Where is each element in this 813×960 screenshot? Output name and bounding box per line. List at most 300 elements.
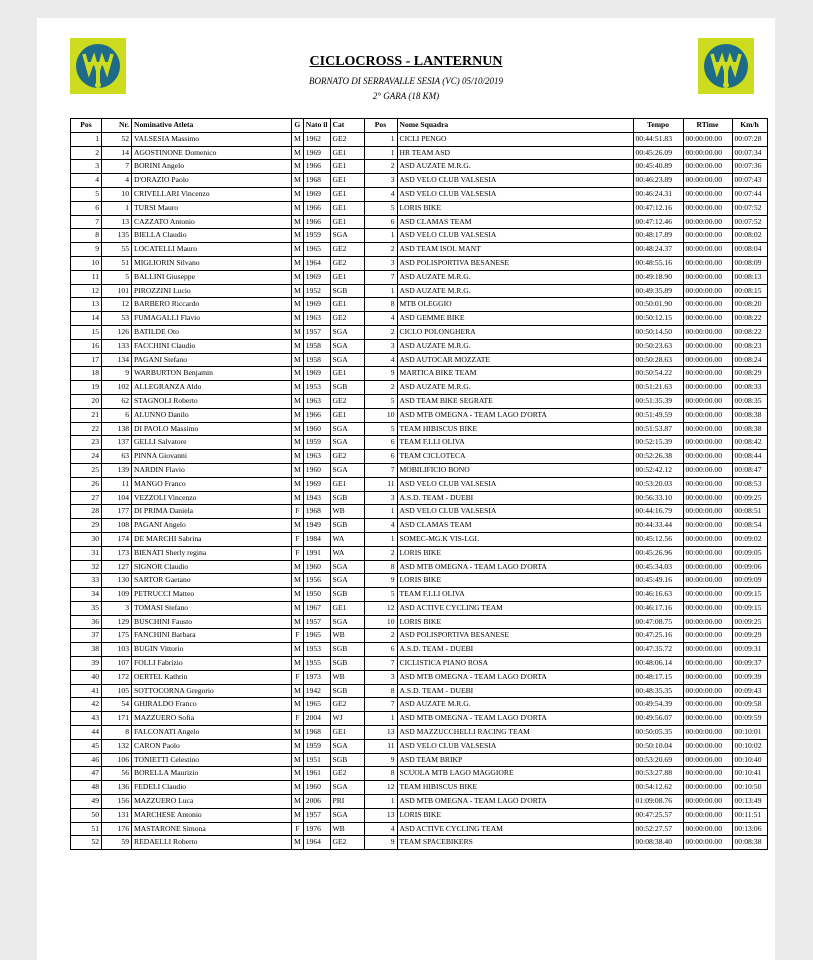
cell-athlete: WARBURTON Benjamin — [132, 367, 292, 381]
cell-kmh: 00:11:51 — [732, 808, 767, 822]
cell-pos: 9 — [71, 243, 102, 257]
cell-nr: 106 — [102, 753, 132, 767]
cell-time: 00:47:25.57 — [633, 808, 683, 822]
cell-kmh: 00:07:52 — [732, 201, 767, 215]
cell-rtime: 00:00:00.00 — [683, 808, 732, 822]
cell-rtime: 00:00:00.00 — [683, 560, 732, 574]
cell-gender: M — [292, 588, 304, 602]
cell-team: TEAM SPACEBIKERS — [397, 836, 633, 850]
cell-athlete: BUGIN Vittorio — [132, 643, 292, 657]
cell-pos: 13 — [71, 298, 102, 312]
cell-gender: M — [292, 781, 304, 795]
cell-cat-pos: 7 — [364, 698, 397, 712]
cell-pos: 31 — [71, 546, 102, 560]
cell-cat-pos: 12 — [364, 781, 397, 795]
cell-athlete: STAGNOLI Roberto — [132, 394, 292, 408]
table-row — [71, 808, 768, 822]
cell-gender: M — [292, 394, 304, 408]
cell-rtime: 00:00:00.00 — [683, 353, 732, 367]
cell-rtime: 00:00:00.00 — [683, 670, 732, 684]
cell-team: ASD AUZATE M.R.G. — [397, 284, 633, 298]
cell-cat-pos: 2 — [364, 381, 397, 395]
cell-nr: 104 — [102, 491, 132, 505]
cell-athlete: FUMAGALLI Flavio — [132, 312, 292, 326]
cell-kmh: 00:09:15 — [732, 588, 767, 602]
table-row — [71, 394, 768, 408]
cell-athlete: FOLLI Fabrizio — [132, 657, 292, 671]
table-row — [71, 256, 768, 270]
table-row — [71, 463, 768, 477]
cell-kmh: 00:08:47 — [732, 463, 767, 477]
cell-kmh: 00:13:49 — [732, 795, 767, 809]
cell-time: 00:52:15.39 — [633, 436, 683, 450]
cell-cat-pos: 1 — [364, 505, 397, 519]
cell-team: SOMEC-MG.K VIS-LGL — [397, 532, 633, 546]
cell-pos: 12 — [71, 284, 102, 298]
cell-kmh: 00:08:13 — [732, 270, 767, 284]
cell-cat: SGB — [330, 588, 364, 602]
cell-gender: M — [292, 243, 304, 257]
cell-team: TEAM F.LLI OLIVA — [397, 588, 633, 602]
cell-team: ASD MAZZUCCHELLI RACING TEAM — [397, 726, 633, 740]
cell-pos: 45 — [71, 739, 102, 753]
cell-kmh: 00:13:06 — [732, 822, 767, 836]
cell-cat: GE1 — [330, 201, 364, 215]
cell-cat-pos: 3 — [364, 491, 397, 505]
cell-born: 1967 — [303, 601, 330, 615]
cell-gender: F — [292, 532, 304, 546]
cell-kmh: 00:08:20 — [732, 298, 767, 312]
table-row — [71, 243, 768, 257]
cell-nr: 101 — [102, 284, 132, 298]
col-header-team: Nome Squadra — [397, 119, 633, 133]
cell-gender: M — [292, 601, 304, 615]
cell-kmh: 00:08:35 — [732, 394, 767, 408]
cell-cat-pos: 10 — [364, 615, 397, 629]
cell-born: 1958 — [303, 353, 330, 367]
cell-pos: 41 — [71, 684, 102, 698]
cell-nr: 171 — [102, 712, 132, 726]
cell-cat: PRI — [330, 795, 364, 809]
cell-kmh: 00:09:39 — [732, 670, 767, 684]
cell-cat: GE1 — [330, 187, 364, 201]
cell-pos: 50 — [71, 808, 102, 822]
cell-rtime: 00:00:00.00 — [683, 781, 732, 795]
cell-pos: 42 — [71, 698, 102, 712]
cell-cat-pos: 2 — [364, 160, 397, 174]
cell-cat-pos: 12 — [364, 601, 397, 615]
table-row — [71, 601, 768, 615]
table-row — [71, 726, 768, 740]
cell-pos: 7 — [71, 215, 102, 229]
cell-nr: 108 — [102, 519, 132, 533]
cell-rtime: 00:00:00.00 — [683, 367, 732, 381]
cell-kmh: 00:07:44 — [732, 187, 767, 201]
cell-born: 1966 — [303, 160, 330, 174]
cell-gender: M — [292, 339, 304, 353]
cell-time: 00:45:26.96 — [633, 546, 683, 560]
cell-athlete: FACCHINI Claudio — [132, 339, 292, 353]
cell-kmh: 00:07:43 — [732, 174, 767, 188]
cell-athlete: TOMASI Stefano — [132, 601, 292, 615]
cell-team: A.S.D. TEAM - DUEBI — [397, 491, 633, 505]
cell-gender: M — [292, 160, 304, 174]
cell-born: 1964 — [303, 256, 330, 270]
col-header-time: Tempo — [633, 119, 683, 133]
cell-cat-pos: 9 — [364, 836, 397, 850]
cell-born: 1963 — [303, 450, 330, 464]
cell-cat: GE1 — [330, 270, 364, 284]
cell-kmh: 00:07:36 — [732, 160, 767, 174]
cell-cat-pos: 3 — [364, 670, 397, 684]
cell-rtime: 00:00:00.00 — [683, 394, 732, 408]
cell-cat: SGA — [330, 560, 364, 574]
cell-team: ASD AUZATE M.R.G. — [397, 339, 633, 353]
cell-cat: GE1 — [330, 146, 364, 160]
cell-time: 00:47:35.72 — [633, 643, 683, 657]
cell-cat: GE2 — [330, 698, 364, 712]
cell-cat: SGB — [330, 381, 364, 395]
cell-gender: F — [292, 629, 304, 643]
cell-born: 1943 — [303, 491, 330, 505]
cell-kmh: 00:07:34 — [732, 146, 767, 160]
cell-cat: WA — [330, 532, 364, 546]
cell-pos: 25 — [71, 463, 102, 477]
cell-team: CICLO POLONGHERA — [397, 325, 633, 339]
table-row — [71, 284, 768, 298]
cell-cat-pos: 13 — [364, 808, 397, 822]
cell-born: 1965 — [303, 243, 330, 257]
cell-team: ASD POLISPORTIVA BESANESE — [397, 629, 633, 643]
cell-cat-pos: 3 — [364, 339, 397, 353]
cell-cat-pos: 8 — [364, 298, 397, 312]
cell-team: ASD VELO CLUB VALSESIA — [397, 187, 633, 201]
cell-cat-pos: 5 — [364, 394, 397, 408]
cell-cat: WJ — [330, 712, 364, 726]
cell-nr: 109 — [102, 588, 132, 602]
cell-rtime: 00:00:00.00 — [683, 243, 732, 257]
cell-time: 00:44:33.44 — [633, 519, 683, 533]
cell-kmh: 00:08:42 — [732, 436, 767, 450]
cell-athlete: AGOSTINONE Domenico — [132, 146, 292, 160]
table-row — [71, 795, 768, 809]
cell-team: ASD AUZATE M.R.G. — [397, 381, 633, 395]
table-row — [71, 270, 768, 284]
cell-pos: 22 — [71, 422, 102, 436]
cell-rtime: 00:00:00.00 — [683, 657, 732, 671]
cell-kmh: 00:08:22 — [732, 325, 767, 339]
cell-pos: 36 — [71, 615, 102, 629]
cell-gender: M — [292, 726, 304, 740]
cell-athlete: SARTOR Gaetano — [132, 574, 292, 588]
cell-gender: M — [292, 436, 304, 450]
cell-born: 1966 — [303, 201, 330, 215]
cell-gender: M — [292, 132, 304, 146]
cell-pos: 38 — [71, 643, 102, 657]
cell-born: 1984 — [303, 532, 330, 546]
table-row — [71, 629, 768, 643]
cell-athlete: MAZZUERO Luca — [132, 795, 292, 809]
cell-rtime: 00:00:00.00 — [683, 615, 732, 629]
cell-cat: SGA — [330, 436, 364, 450]
cell-born: 1965 — [303, 629, 330, 643]
cell-cat-pos: 9 — [364, 753, 397, 767]
cell-nr: 135 — [102, 229, 132, 243]
cell-time: 00:47:25.16 — [633, 629, 683, 643]
cell-team: LORIS BIKE — [397, 546, 633, 560]
cell-time: 00:53:27.88 — [633, 767, 683, 781]
cell-rtime: 00:00:00.00 — [683, 160, 732, 174]
cell-born: 1969 — [303, 146, 330, 160]
cell-time: 00:49:56.07 — [633, 712, 683, 726]
cell-team: ASD AUZATE M.R.G. — [397, 270, 633, 284]
cell-nr: 126 — [102, 325, 132, 339]
cell-gender: M — [292, 560, 304, 574]
cell-cat-pos: 3 — [364, 256, 397, 270]
cell-nr: 55 — [102, 243, 132, 257]
cell-team: TEAM HIBISCUS BIKE — [397, 422, 633, 436]
cell-nr: 51 — [102, 256, 132, 270]
cell-rtime: 00:00:00.00 — [683, 588, 732, 602]
cell-pos: 27 — [71, 491, 102, 505]
cell-rtime: 00:00:00.00 — [683, 574, 732, 588]
cell-cat-pos: 8 — [364, 560, 397, 574]
cell-time: 00:45:40.89 — [633, 160, 683, 174]
cell-kmh: 00:08:33 — [732, 381, 767, 395]
cell-gender: M — [292, 422, 304, 436]
cell-kmh: 00:08:15 — [732, 284, 767, 298]
cell-rtime: 00:00:00.00 — [683, 726, 732, 740]
cell-cat-pos: 1 — [364, 284, 397, 298]
cell-kmh: 00:08:54 — [732, 519, 767, 533]
cell-team: ASD AUZATE M.R.G. — [397, 160, 633, 174]
col-header-gender: G — [292, 119, 304, 133]
cell-cat-pos: 11 — [364, 477, 397, 491]
cell-athlete: SIGNOR Claudio — [132, 560, 292, 574]
cell-gender: M — [292, 298, 304, 312]
cell-cat-pos: 2 — [364, 325, 397, 339]
cell-cat-pos: 1 — [364, 146, 397, 160]
cell-pos: 34 — [71, 588, 102, 602]
cell-pos: 44 — [71, 726, 102, 740]
cell-pos: 29 — [71, 519, 102, 533]
cell-team: ASD CLAMAS TEAM — [397, 519, 633, 533]
cell-born: 1968 — [303, 505, 330, 519]
cell-time: 00:51:49.59 — [633, 408, 683, 422]
cell-cat-pos: 2 — [364, 629, 397, 643]
cell-cat: GE1 — [330, 477, 364, 491]
cell-athlete: PETRUCCI Matteo — [132, 588, 292, 602]
cell-born: 1969 — [303, 298, 330, 312]
cell-born: 1959 — [303, 739, 330, 753]
cell-gender: M — [292, 353, 304, 367]
cell-nr: 53 — [102, 312, 132, 326]
table-row — [71, 408, 768, 422]
cell-athlete: LOCATELLI Mauro — [132, 243, 292, 257]
cell-rtime: 00:00:00.00 — [683, 201, 732, 215]
cell-cat: SGA — [330, 615, 364, 629]
cell-athlete: D'ORAZIO Paolo — [132, 174, 292, 188]
cell-kmh: 00:08:51 — [732, 505, 767, 519]
cell-born: 1950 — [303, 588, 330, 602]
cell-nr: 132 — [102, 739, 132, 753]
cell-team: A.S.D. TEAM - DUEBI — [397, 684, 633, 698]
cell-cat: SGB — [330, 753, 364, 767]
cell-gender: M — [292, 477, 304, 491]
cell-nr: 52 — [102, 132, 132, 146]
cell-nr: 131 — [102, 808, 132, 822]
cell-cat: GE1 — [330, 160, 364, 174]
table-row — [71, 132, 768, 146]
cell-rtime: 00:00:00.00 — [683, 795, 732, 809]
results-page — [37, 18, 775, 960]
cell-nr: 133 — [102, 339, 132, 353]
cell-team: TEAM CICLOTECA — [397, 450, 633, 464]
cell-athlete: DE MARCHI Sabrina — [132, 532, 292, 546]
cell-pos: 6 — [71, 201, 102, 215]
cell-nr: 56 — [102, 767, 132, 781]
cell-gender: M — [292, 698, 304, 712]
table-row — [71, 836, 768, 850]
table-row — [71, 532, 768, 546]
cell-nr: 59 — [102, 836, 132, 850]
cell-time: 00:53:20.03 — [633, 477, 683, 491]
cell-athlete: PAGANI Angelo — [132, 519, 292, 533]
cell-nr: 176 — [102, 822, 132, 836]
cell-cat: GE2 — [330, 394, 364, 408]
cell-pos: 10 — [71, 256, 102, 270]
cell-pos: 30 — [71, 532, 102, 546]
cell-pos: 46 — [71, 753, 102, 767]
cell-athlete: CAZZATO Antonio — [132, 215, 292, 229]
table-row — [71, 505, 768, 519]
col-header-pos: Pos — [71, 119, 102, 133]
cell-born: 1960 — [303, 422, 330, 436]
cell-kmh: 00:09:43 — [732, 684, 767, 698]
table-row — [71, 657, 768, 671]
cell-athlete: TURSI Mauro — [132, 201, 292, 215]
cell-team: ASD GEMME BIKE — [397, 312, 633, 326]
cell-cat: WB — [330, 670, 364, 684]
cell-gender: M — [292, 270, 304, 284]
cell-gender: M — [292, 463, 304, 477]
cell-nr: 5 — [102, 270, 132, 284]
cell-rtime: 00:00:00.00 — [683, 505, 732, 519]
event-location-date: BORNATO DI SERRAVALLE SESIA (VC) 05/10/2019 — [309, 76, 503, 86]
cell-kmh: 00:08:02 — [732, 229, 767, 243]
cell-gender: M — [292, 519, 304, 533]
cell-rtime: 00:00:00.00 — [683, 174, 732, 188]
cell-born: 1952 — [303, 284, 330, 298]
cell-cat: SGB — [330, 657, 364, 671]
cell-kmh: 00:07:52 — [732, 215, 767, 229]
cell-cat: SGA — [330, 739, 364, 753]
page-title: CICLOCROSS - LANTERNUN — [309, 54, 503, 69]
cell-cat-pos: 2 — [364, 243, 397, 257]
cell-nr: 62 — [102, 394, 132, 408]
cell-time: 00:45:34.03 — [633, 560, 683, 574]
cell-cat-pos: 8 — [364, 767, 397, 781]
cell-time: 00:47:08.75 — [633, 615, 683, 629]
cell-cat-pos: 4 — [364, 353, 397, 367]
cell-team: ASD MTB OMEGNA - TEAM LAGO D'ORTA — [397, 408, 633, 422]
cell-gender: M — [292, 146, 304, 160]
cell-cat-pos: 1 — [364, 712, 397, 726]
cell-nr: 54 — [102, 698, 132, 712]
cell-time: 00:44:51.83 — [633, 132, 683, 146]
cell-pos: 33 — [71, 574, 102, 588]
cell-born: 1969 — [303, 270, 330, 284]
col-header-athlete: Nominativo Atleta — [132, 119, 292, 133]
cell-rtime: 00:00:00.00 — [683, 532, 732, 546]
table-row — [71, 367, 768, 381]
cell-time: 00:50:28.63 — [633, 353, 683, 367]
cell-pos: 15 — [71, 325, 102, 339]
cell-cat: SGB — [330, 643, 364, 657]
cell-cat: GE1 — [330, 367, 364, 381]
cell-team: SCUOLA MTB LAGO MAGGIORE — [397, 767, 633, 781]
cell-rtime: 00:00:00.00 — [683, 836, 732, 850]
cell-nr: 7 — [102, 160, 132, 174]
cell-athlete: ALUNNO Danilo — [132, 408, 292, 422]
cell-pos: 23 — [71, 436, 102, 450]
table-row — [71, 698, 768, 712]
cell-kmh: 00:09:02 — [732, 532, 767, 546]
cell-born: 1960 — [303, 560, 330, 574]
cell-cat: SGA — [330, 339, 364, 353]
cell-born: 1991 — [303, 546, 330, 560]
cell-born: 1976 — [303, 822, 330, 836]
cell-team: CICLISTICA PIANO ROSA — [397, 657, 633, 671]
cell-gender: F — [292, 822, 304, 836]
cell-rtime: 00:00:00.00 — [683, 229, 732, 243]
cell-born: 1966 — [303, 408, 330, 422]
cell-pos: 11 — [71, 270, 102, 284]
cell-kmh: 00:10:41 — [732, 767, 767, 781]
table-row — [71, 187, 768, 201]
cell-gender: M — [292, 767, 304, 781]
cell-pos: 40 — [71, 670, 102, 684]
race-label: 2° GARA (18 KM) — [372, 91, 440, 101]
cell-time: 00:48:55.16 — [633, 256, 683, 270]
cell-gender: M — [292, 408, 304, 422]
cell-rtime: 00:00:00.00 — [683, 187, 732, 201]
cell-gender: M — [292, 615, 304, 629]
cell-cat-pos: 5 — [364, 588, 397, 602]
cell-nr: 9 — [102, 367, 132, 381]
cell-cat-pos: 1 — [364, 132, 397, 146]
cell-rtime: 00:00:00.00 — [683, 477, 732, 491]
cell-born: 1955 — [303, 657, 330, 671]
cell-athlete: BORINI Angelo — [132, 160, 292, 174]
cell-rtime: 00:00:00.00 — [683, 408, 732, 422]
cell-rtime: 00:00:00.00 — [683, 601, 732, 615]
cell-athlete: BIENATI Sherly regina — [132, 546, 292, 560]
cell-team: ASD VELO CLUB VALSESIA — [397, 229, 633, 243]
cell-rtime: 00:00:00.00 — [683, 146, 732, 160]
cell-pos: 24 — [71, 450, 102, 464]
cell-kmh: 00:09:59 — [732, 712, 767, 726]
cell-time: 00:48:06.14 — [633, 657, 683, 671]
cell-nr: 3 — [102, 601, 132, 615]
cell-rtime: 00:00:00.00 — [683, 325, 732, 339]
cell-athlete: PAGANI Stefano — [132, 353, 292, 367]
cell-rtime: 00:00:00.00 — [683, 270, 732, 284]
cell-athlete: MAZZUERO Sofia — [132, 712, 292, 726]
cell-time: 00:49:18.90 — [633, 270, 683, 284]
cell-athlete: VALSESIA Massimo — [132, 132, 292, 146]
cell-nr: 175 — [102, 629, 132, 643]
